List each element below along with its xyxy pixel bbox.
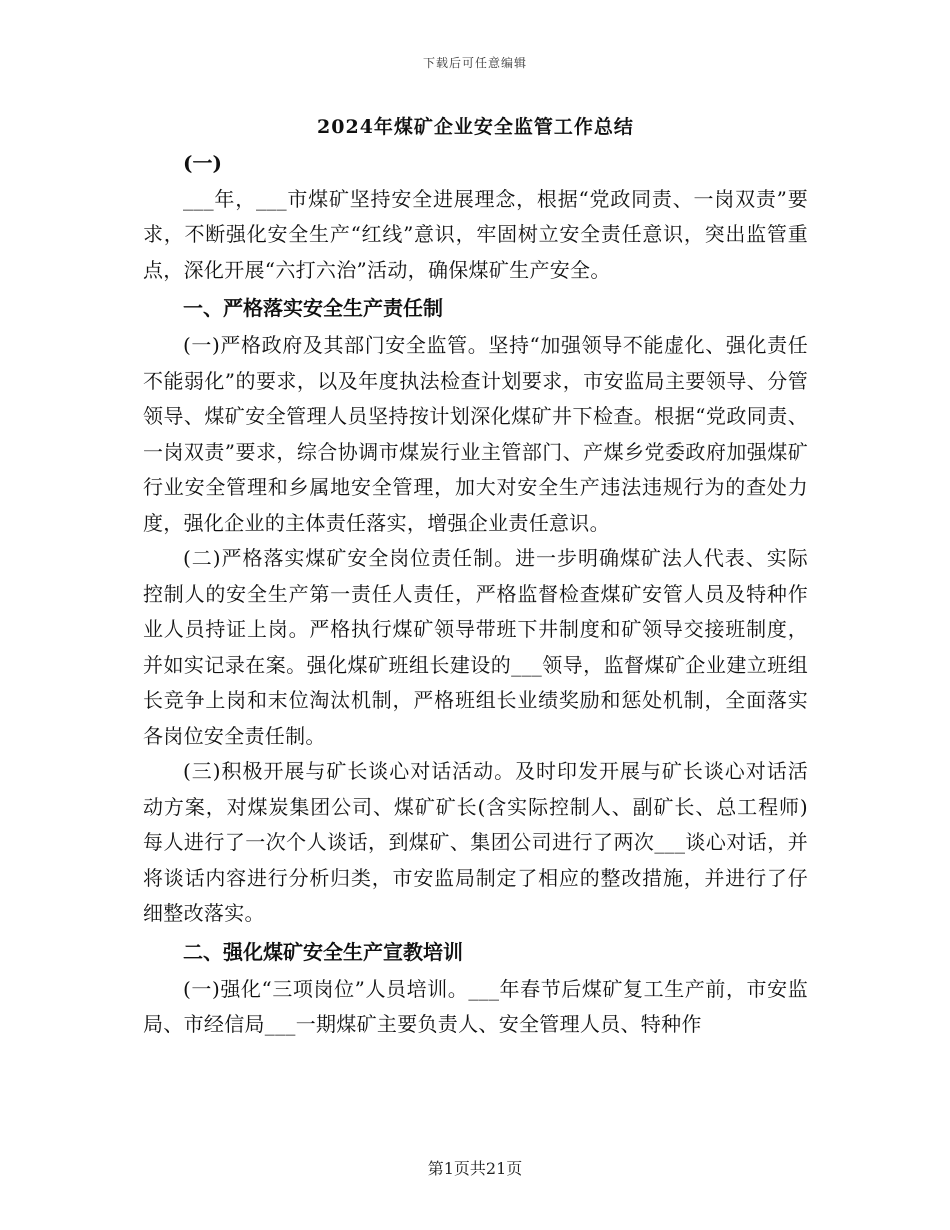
- part-label: (一): [183, 151, 222, 175]
- intro-paragraph: ___年，___市煤矿坚持安全进展理念，根据“党政同责、一岗双责”要求，不断强化安全生产“红线”意识，牢固树立安全责任意识，突出监管重点，深化开展“六打六治”活动，确保煤矿生产安全。: [143, 186, 808, 282]
- page-footer: 第1页共21页: [427, 1159, 523, 1178]
- section1-paragraph-1: (一)严格政府及其部门安全监管。坚持“加强领导不能虚化、强化责任不能弱化”的要求，以及年度执法检查计划要求，市安监局主要领导、分管领导、煤矿安全管理人员坚持按计划深化煤矿井下检查。根据“党政同责、一岗双责”要求，综合协调市煤炭行业主管部门、产煤乡党委政府加强煤矿行业安全管理和乡属地安全管理，加大对安全生产违法违规行为的查处力度，强化企业的主体责任落实，增强企业责任意识。: [143, 333, 808, 535]
- section2-paragraph-1: (一)强化“三项岗位”人员培训。___年春节后煤矿复工生产前，市安监局、市经信局___一期煤矿主要负责人、安全管理人员、特种作: [143, 976, 808, 1036]
- section1-paragraph-2: (二)严格落实煤矿安全岗位责任制。进一步明确煤矿法人代表、实际控制人的安全生产第一责任人责任，严格监督检查煤矿安管人员及特种作业人员持证上岗。严格执行煤矿领导带班下井制度和矿领导交接班制度，并如实记录在案。强化煤矿班组长建设的___领导，监督煤矿企业建立班组长竞争上岗和末位淘汰机制，严格班组长业绩奖励和惩处机制，全面落实各岗位安全责任制。: [143, 546, 808, 748]
- header-note: 下载后可任意编辑: [422, 56, 527, 70]
- document-title: 2024年煤矿企业安全监管工作总结: [317, 116, 634, 138]
- section-heading-1: 一、严格落实安全生产责任制: [183, 296, 443, 320]
- section1-paragraph-3: (三)积极开展与矿长谈心对话活动。及时印发开展与矿长谈心对话活动方案，对煤炭集团公司、煤矿矿长(含实际控制人、副矿长、总工程师)每人进行了一次个人谈话，到煤矿、集团公司进行了两次___谈心对话，并将谈话内容进行分析归类，市安监局制定了相应的整改措施，并进行了仔细整改落实。: [143, 759, 808, 925]
- document-body: [143, 112, 808, 1043]
- section-heading-2: 二、强化煤矿安全生产宣教培训: [183, 939, 463, 964]
